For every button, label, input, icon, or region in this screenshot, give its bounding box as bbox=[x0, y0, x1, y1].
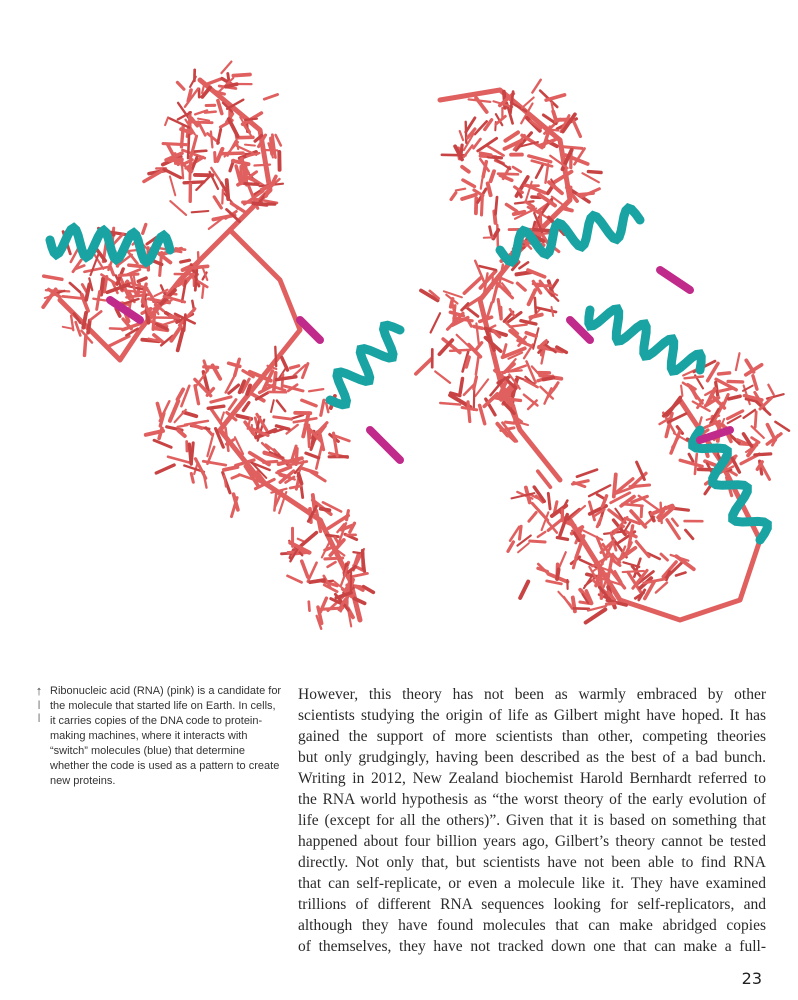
body-text-line: Writing in 2012, New Zealand biochemist Harold Bernhardt referred to bbox=[298, 770, 766, 787]
body-text-line: happened about four billion years ago, Gilbert’s theory cannot be tested bbox=[298, 833, 766, 850]
body-text-line: that can self-replicate, or even a molecule like it. They have examined bbox=[298, 875, 766, 892]
body-text-line: gained the support of more scientists than other, competing theories bbox=[298, 728, 766, 745]
body-text-line: scientists studying the origin of life as Gilbert might have hoped. It has bbox=[298, 707, 766, 724]
tick-mark-icon: | bbox=[37, 712, 41, 722]
caption-text: Ribonucleic acid (RNA) (pink) is a candidate for the molecule that started life on Earth. In cells, it carries copies of the DNA code to protein-making machines, where it interacts with “switch” molecules (blue) that determine whether the code is used as a pattern to create new proteins. bbox=[50, 685, 282, 787]
body-text-line: although they have found molecules that can make abridged copies bbox=[298, 917, 766, 934]
protein-switch-molecules bbox=[50, 208, 767, 540]
body-text-line: of themselves, they have not tracked down one that can make a full- bbox=[298, 938, 766, 955]
rna-structure-left bbox=[43, 62, 373, 629]
body-text-line: life (except for all the others)”. Given that it is based on something that bbox=[298, 812, 766, 829]
figure-caption bbox=[32, 684, 282, 789]
rna-structure-right bbox=[416, 80, 789, 623]
arrow-up-icon: ↑ bbox=[35, 683, 43, 698]
caption-arrow bbox=[32, 684, 46, 724]
page-number: 23 bbox=[741, 969, 762, 988]
tick-mark-icon: | bbox=[37, 699, 41, 709]
body-paragraph bbox=[298, 684, 766, 957]
body-text-line: However, this theory has not been as warmly embraced by other bbox=[298, 686, 766, 703]
body-text-line: the RNA world hypothesis as “the worst theory of the early evolution of bbox=[298, 791, 766, 808]
body-text-line: directly. Not only that, but scientists have not been able to find RNA bbox=[298, 854, 766, 871]
body-text-line: but only grudgingly, having been described as the best of a bad bunch. bbox=[298, 749, 766, 766]
body-text-line: trillions of different RNA sequences looking for self-replicators, and bbox=[298, 896, 766, 913]
